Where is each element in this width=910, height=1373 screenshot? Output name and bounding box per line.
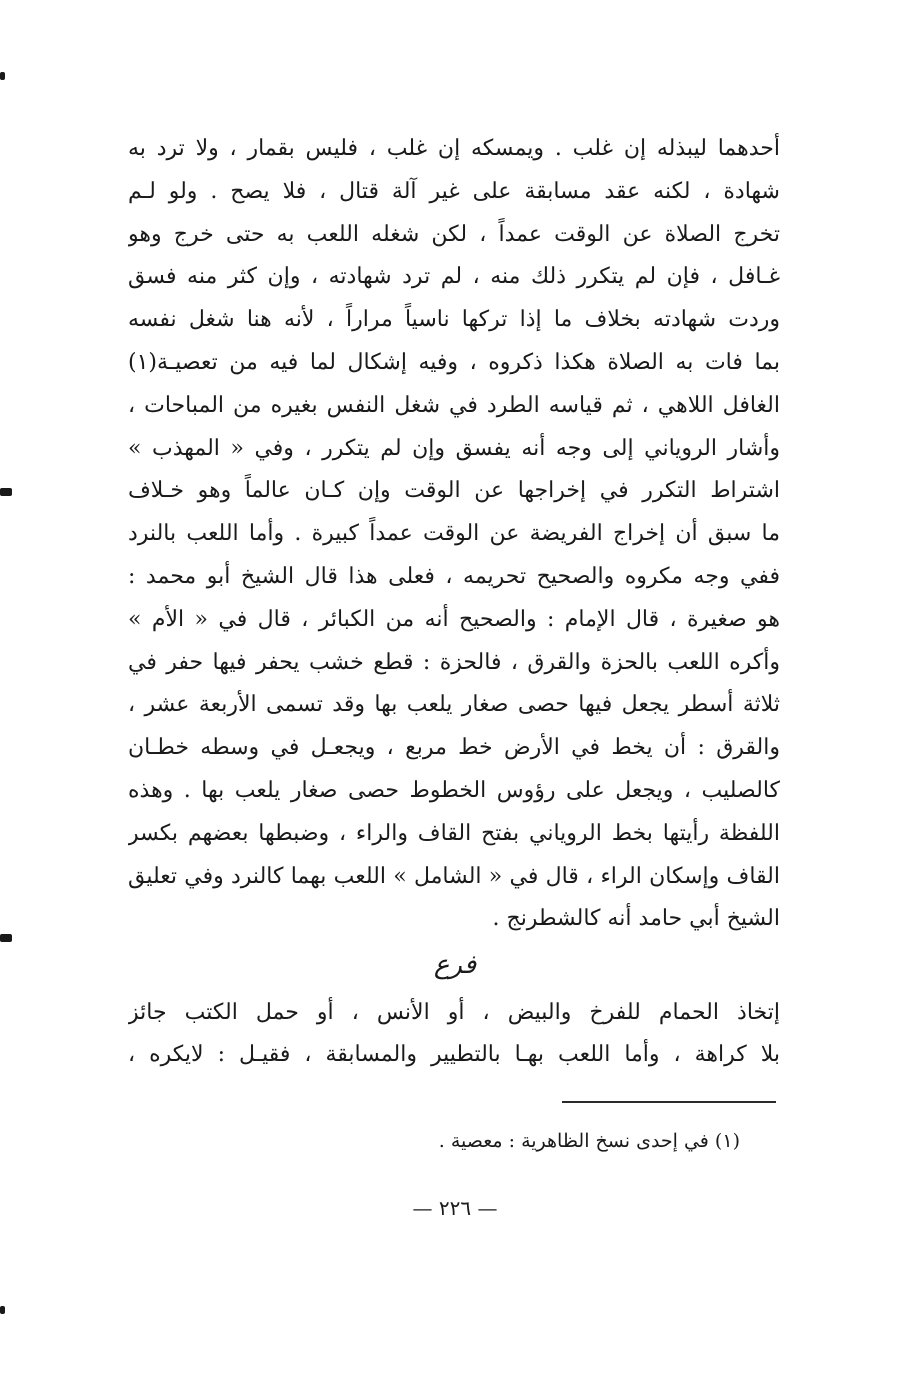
text-line: تخرج الصلاة عن الوقت عمداً ، لكن شغله اللعب به حتى خرج وهو [128, 221, 780, 247]
margin-mark-bottom [0, 1306, 5, 1314]
text-line: وأشار الروياني إلى وجه أنه يفسق وإن لم يتكرر ، وفي « المهذب » [128, 435, 780, 461]
text-line: شهادة ، لكنه عقد مسابقة على غير آلة قتال ، فلا يصح . ولو لـم [128, 178, 780, 204]
text-line: وأكره اللعب بالحزة والقرق ، فالحزة : قطع خشب يحفر فيها حفر في [128, 649, 780, 675]
second-text-block [128, 992, 780, 1076]
text-line: وردت شهادته بخلاف ما إذا تركها ناسياً مراراً ، لأنه هنا شغل نفسه [128, 307, 780, 333]
text-line: ما سبق أن إخراج الفريضة عن الوقت عمداً كبيرة . وأما اللعب بالنرد [128, 521, 780, 547]
text-line: والقرق : أن يخط في الأرض خط مربع ، ويجعـل في وسطه خطـان [128, 735, 780, 761]
margin-mark-upper [0, 488, 12, 496]
text-line: القاف وإسكان الراء ، قال في « الشامل » اللعب بهما كالنرد وفي تعليق [128, 863, 780, 889]
margin-mark-middle [0, 934, 12, 942]
text-line: بلا كراهة ، وأما اللعب بهـا بالتطيير والمسابقة ، فقيـل : لايكره ، [128, 1042, 780, 1067]
text-line: الغافل اللاهي ، ثم قياسه الطرد في شغل النفس بغيره من المباحات ، [128, 392, 780, 418]
page-number: — ٢٢٦ — [412, 1196, 498, 1220]
footnote-divider [562, 1101, 776, 1103]
footnote: (١) في إحدى نسخ الظاهرية : معصية . [438, 1130, 740, 1152]
text-line: غـافل ، فإن لم يتكرر ذلك منه ، لم ترد شهادته ، وإن كثر منه فسق [128, 264, 780, 290]
text-line: ثلاثة أسطر يجعل فيها حصى صغار يلعب بها وقد تسمى الأربعة عشر ، [128, 692, 780, 718]
text-line: اشتراط التكرر في إخراجها عن الوقت وإن كـان عالماً وهو خـلاف [128, 478, 780, 504]
margin-mark-top [0, 72, 5, 80]
text-line: كالصليب ، ويجعل على رؤوس الخطوط حصى صغار يلعب بها . وهذه [128, 777, 780, 803]
text-line: أحدهما ليبذله إن غلب . ويمسكه إن غلب ، فليس بقمار ، ولا ترد به [128, 136, 780, 161]
text-line: اللفظة رأيتها بخط الروياني بفتح القاف والراء ، وضبطها بعضهم بكسر [128, 820, 780, 846]
text-line: هو صغيرة ، قال الإمام : والصحيح أنه من الكبائر ، قال في « الأم » [128, 606, 780, 632]
section-heading: فرع [433, 950, 477, 980]
text-line-last: الشيخ أبي حامد أنه كالشطرنج . [492, 906, 780, 932]
main-text-block [128, 128, 780, 941]
text-line: إتخاذ الحمام للفرخ والبيض ، أو الأنس ، أو حمل الكتب جائز [128, 1000, 780, 1025]
text-line: بما فات به الصلاة هكذا ذكروه ، وفيه إشكال لما فيه من تعصيـة(١) [128, 349, 780, 375]
text-line: ففي وجه مكروه والصحيح تحريمه ، فعلى هذا قال الشيخ أبو محمد : [128, 563, 780, 589]
